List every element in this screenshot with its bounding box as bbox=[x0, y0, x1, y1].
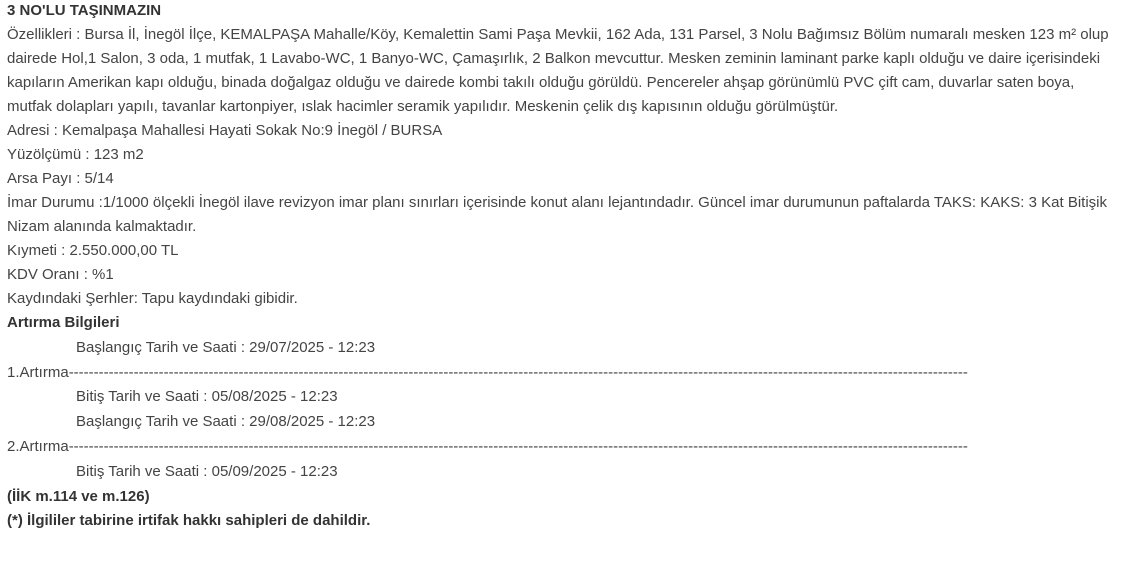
round-label-row bbox=[7, 435, 1123, 459]
property-area: Yüzölçümü : 123 m2 bbox=[7, 146, 144, 163]
round-divider: ------------------------------------------------------------------------------------------------------------------------------------------------------------------------------------ bbox=[68, 364, 968, 381]
auction-round bbox=[7, 335, 1123, 409]
round-divider: ------------------------------------------------------------------------------------------------------------------------------------------------------------------------------------ bbox=[68, 438, 968, 455]
property-title: 3 NO'LU TAŞINMAZIN bbox=[7, 2, 162, 19]
round-label-row bbox=[7, 361, 1123, 385]
auction-round bbox=[7, 409, 1123, 485]
land-share: Arsa Payı : 5/14 bbox=[7, 170, 114, 187]
zoning-status: İmar Durumu :1/1000 ölçekli İnegöl ilave revizyon imar planı sınırları içerisinde konut alanı lejantındadır. Güncel imar durumunun paftalarda TAKS: KAKS: 3 Kat Bitişik Nizam alanında kalmaktadır. bbox=[7, 194, 1107, 235]
round-start: Başlangıç Tarih ve Saati : 29/08/2025 - 12:23 bbox=[76, 413, 376, 430]
property-features: Özellikleri : Bursa İl, İnegöl İlçe, KEMALPAŞA Mahalle/Köy, Kemalettin Sami Paşa Mevkii, 162 Ada, 131 Parsel, 3 Nolu Bağımsız Bölüm numaralı mesken 123 m² olup dairede Hol,1 Salon, 3 oda, 1 mutfak, 1 Lavabo-WC, 1 Banyo-WC, Çamaşırlık, 2 Balkon mevcuttur. Mesken zeminin laminant parke kaplı olduğu ve daire içerisindeki kapıların Amerikan kapı olduğu, binada doğalgaz olduğu ve dairede kombi takılı olduğu görüldü. Pencereler ahşap görünümlü PVC çift cam, duvarlar saten boya, mutfak dolapları yapılı, tavanlar kartonpiyer, ıslak hacimler seramik yapılıdır. Meskenin çelik dış kapısının olduğu görülmüştür. bbox=[7, 26, 1109, 115]
round-start: Başlangıç Tarih ve Saati : 29/07/2025 - 12:23 bbox=[76, 339, 376, 356]
iik-note: (İİK m.114 ve m.126) bbox=[7, 488, 150, 505]
round-label: 1.Artırma bbox=[7, 364, 69, 381]
vat-rate: KDV Oranı : %1 bbox=[7, 266, 114, 283]
footnote: (*) İlgililer tabirine irtifak hakkı sahipleri de dahildir. bbox=[7, 512, 371, 529]
registry-annotations: Kaydındaki Şerhler: Tapu kaydındaki gibidir. bbox=[7, 290, 298, 307]
property-address: Adresi : Kemalpaşa Mahallesi Hayati Sokak No:9 İnegöl / BURSA bbox=[7, 122, 443, 139]
auction-info-heading: Artırma Bilgileri bbox=[7, 314, 120, 331]
property-value: Kıymeti : 2.550.000,00 TL bbox=[7, 242, 179, 259]
round-end: Bitiş Tarih ve Saati : 05/08/2025 - 12:23 bbox=[76, 388, 338, 405]
round-label: 2.Artırma bbox=[7, 438, 69, 455]
round-end: Bitiş Tarih ve Saati : 05/09/2025 - 12:23 bbox=[76, 463, 338, 480]
